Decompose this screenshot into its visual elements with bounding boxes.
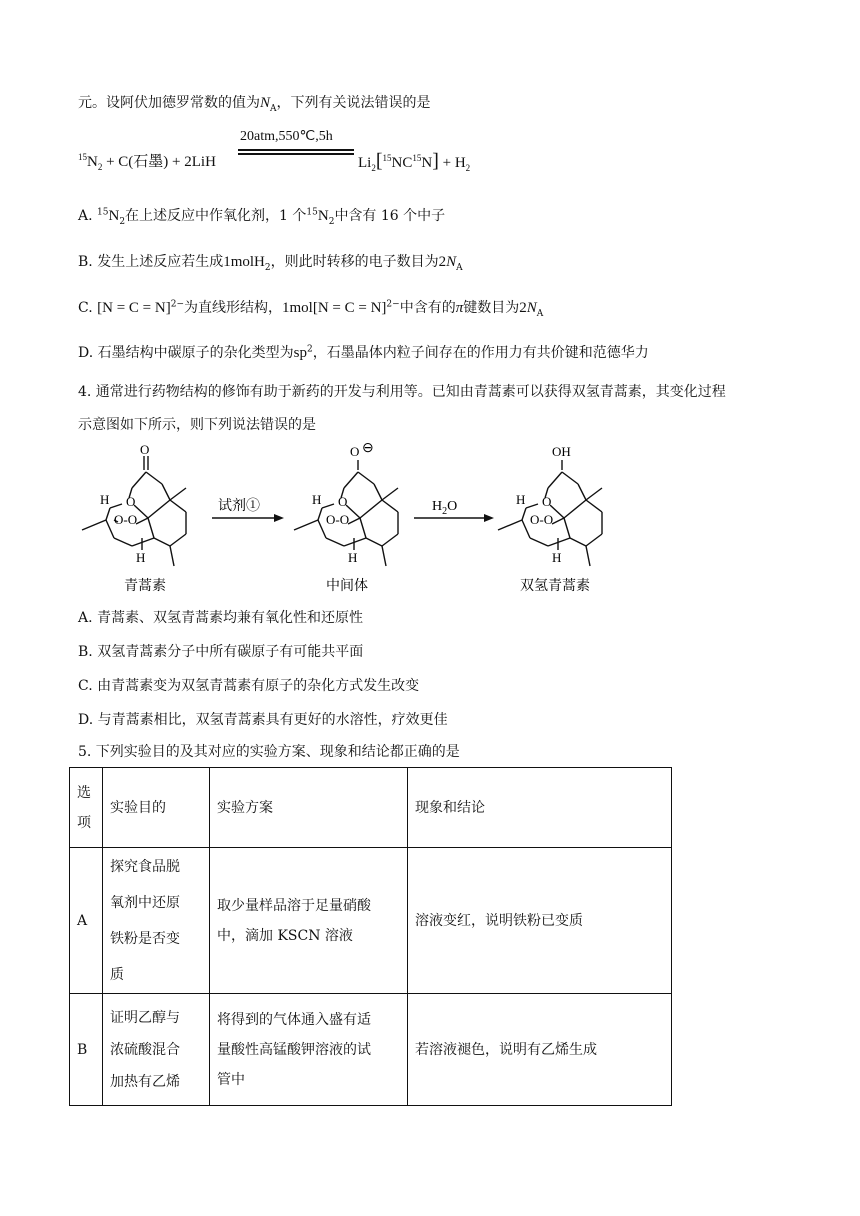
svg-text:O: O bbox=[126, 494, 136, 509]
name-intermediate: 中间体 bbox=[326, 578, 368, 594]
svg-text:H: H bbox=[552, 550, 562, 565]
negative-charge-icon: ⊖ bbox=[362, 441, 374, 456]
q4-option-d: D. 与青蒿素相比，双氢青蒿素具有更好的水溶性，疗效更佳 bbox=[78, 712, 448, 728]
table-header-row bbox=[70, 768, 672, 848]
q3-stem: 元。设阿伏加德罗常数的值为$N_A$，下列有关说法错误的是 bbox=[78, 95, 431, 114]
svg-text:O-O: O-O bbox=[114, 512, 138, 527]
reagent-2: $H_2O$ bbox=[432, 499, 458, 517]
q4-stem-line2: 示意图如下所示，则下列说法错误的是 bbox=[78, 417, 316, 433]
table-row bbox=[70, 848, 672, 994]
arrowhead-1 bbox=[274, 514, 284, 522]
name-artemisinin: 青蒿素 bbox=[124, 578, 166, 594]
header-result: 现象和结论 bbox=[408, 768, 672, 848]
svg-text:H: H bbox=[100, 492, 110, 507]
reaction-arrow-bottom bbox=[238, 153, 354, 155]
q5-stem: 5. 下列实验目的及其对应的实验方案、现象和结论都正确的是 bbox=[78, 744, 460, 760]
q3-option-b: B. 发生上述反应若生成1molH$_2$，则此时转移的电子数目为$2N_A$ bbox=[78, 254, 463, 273]
q4-stem-line1: 4. 通常进行药物结构的修饰有助于新药的开发与利用等。已知由青蒿素可以获得双氢青蒿素，其变化过程 bbox=[78, 384, 726, 400]
svg-text:H: H bbox=[348, 550, 358, 565]
reaction-condition: 20atm,550℃,5h bbox=[240, 129, 333, 144]
reaction-scheme bbox=[74, 438, 764, 603]
svg-text:H: H bbox=[136, 550, 146, 565]
row-purpose: 探究食品脱 氧剂中还原 铁粉是否变 质 bbox=[103, 848, 210, 994]
row-purpose: 证明乙醇与 浓硫酸混合 加热有乙烯 bbox=[103, 994, 210, 1106]
svg-text:O: O bbox=[350, 444, 360, 459]
row-plan: 取少量样品溶于足量硝酸 中，滴加 KSCN 溶液 bbox=[210, 848, 408, 994]
q3-option-c: C. [N = C = N]$^{2-}$为直线形结构，1mol[N = C = N]$^{2-}$中含有的π键数目为$2N_A$ bbox=[78, 299, 544, 319]
experiment-table bbox=[69, 767, 672, 1106]
table-row bbox=[70, 994, 672, 1106]
avogadro-symbol: N bbox=[260, 95, 271, 111]
arrowhead-2 bbox=[484, 514, 494, 522]
name-dihydroartemisinin: 双氢青蒿素 bbox=[520, 578, 590, 594]
svg-text:H: H bbox=[312, 492, 322, 507]
svg-text:O-O: O-O bbox=[326, 512, 350, 527]
row-result: 若溶液褪色，说明有乙烯生成 bbox=[408, 994, 672, 1106]
header-purpose: 实验目的 bbox=[103, 768, 210, 848]
header-option: 选 项 bbox=[70, 768, 103, 848]
svg-text:O: O bbox=[542, 494, 552, 509]
q3-option-a: A. $^{15}N_2$在上述反应中作氧化剂，1 个$^{15}N_2$中含有 16 个中子 bbox=[78, 207, 446, 227]
q3-option-d: D. 石墨结构中碳原子的杂化类型为$sp^2$，石墨晶体内粒子间存在的作用力有共价键和范德华力 bbox=[78, 344, 649, 361]
header-plan: 实验方案 bbox=[210, 768, 408, 848]
svg-text:OH: OH bbox=[552, 444, 571, 459]
q4-option-b: B. 双氢青蒿素分子中所有碳原子有可能共平面 bbox=[78, 644, 364, 660]
reaction-arrow-top bbox=[238, 149, 354, 151]
row-option: B bbox=[70, 994, 103, 1106]
reagent-1: 试剂① bbox=[218, 498, 260, 514]
row-plan: 将得到的气体通入盛有适 量酸性高锰酸钾溶液的试 管中 bbox=[210, 994, 408, 1106]
svg-text:O: O bbox=[338, 494, 348, 509]
svg-text:O-O: O-O bbox=[530, 512, 554, 527]
row-option: A bbox=[70, 848, 103, 994]
row-result: 溶液变红，说明铁粉已变质 bbox=[408, 848, 672, 994]
q4-option-a: A. 青蒿素、双氢青蒿素均兼有氧化性和还原性 bbox=[78, 610, 364, 626]
molecule-artemisinin bbox=[82, 456, 186, 566]
q4-option-c: C. 由青蒿素变为双氢青蒿素有原子的杂化方式发生改变 bbox=[78, 678, 420, 694]
svg-text:H: H bbox=[516, 492, 526, 507]
svg-text:O: O bbox=[140, 442, 150, 457]
